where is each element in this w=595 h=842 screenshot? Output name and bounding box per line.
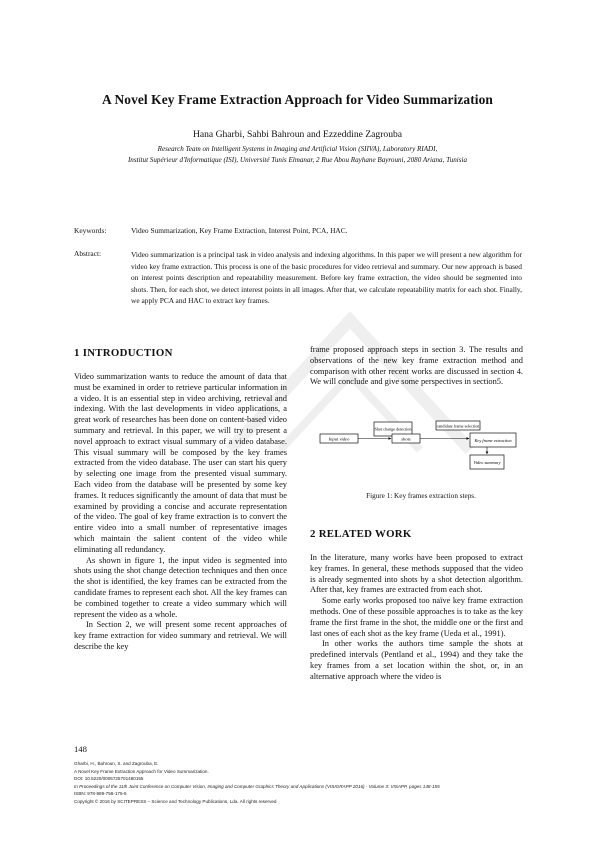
candidate-frame-label: candidate frame selection	[436, 423, 480, 429]
input-video-label: Input video	[328, 436, 350, 442]
right-column-top	[310, 345, 523, 388]
paper-title: A Novel Key Frame Extraction Approach for Video Summarization	[102, 92, 493, 107]
shot-detection-label: Shot change detection	[374, 426, 412, 432]
intro-paragraph-2: As shown in figure 1, the input video is segmented into shots using the shot change detection techniques and then once the shot is identified, the key frames can be extracted from the candidate frames to represent each shot. All the key frames can be combined together to create a video summary which will represent the video as a whole.	[74, 555, 287, 619]
footer-line: Copyright © 2016 by SCITEPRESS – Science and Technology Publications, Lda. All rights reserved	[74, 798, 277, 804]
section-1-heading: 1 INTRODUCTION	[74, 347, 173, 359]
video-summary-label: Video summary	[473, 460, 501, 465]
footer-line: Gharbi, H., Bahroun, S. and Zagrouba, E.	[74, 761, 159, 766]
key-frame-label: Key frame extraction	[474, 438, 512, 443]
related-paragraph-3: In other works the authors time sample the shots at predefined intervals (Pentland et al., 1994) and they take the key frames from a set location within the shot, or, in an alternative approach where the video is	[310, 639, 523, 681]
intro-paragraph-3: In Section 2, we will present some recent approaches of key frame extraction for video summary and retrieval. We will describe the key	[74, 620, 287, 651]
related-paragraph-2: Some early works proposed too naïve key frame extraction methods. One of these possible approaches is to take as the key frame the first frame in the shot, the middle one or the first and last ones of each shot as the key frame (Ueda et al., 1991).	[310, 596, 523, 638]
footer-line: A Novel Key Frame Extraction Approach for Video Summarization.	[74, 768, 209, 774]
keywords-label: Keywords:	[74, 226, 107, 235]
abstract-text: Video summarization is a principal task in video analysis and indexing algorithms. In this paper we will present a new algorithm for video key frame extraction. This process is one of the basic procedures for video retrieval and summary. Our new approach is based on interest points description and repeatability measurement. Before key frame extraction, the video should be segmented into shots. Then, for each shot, we detect interest points in all images. After that, we calculate repeatability matrix for each shot. Finally, we apply PCA and HAC to extract key frames.	[131, 250, 522, 306]
page-number: 148	[74, 744, 87, 754]
footer-line: In Proceedings of the 11th Joint Conference on Computer Vision, Imaging and Computer Graphics Theory and Applications (VISIGRAPP 2016) - Volume 3: VISAPP, pages 148-155	[74, 783, 440, 789]
related-paragraph-1: In the literature, many works have been proposed to extract key frames. In general, these methods supposed that the video is already segmented into shots by a shot detection algorithm. After that, key frames are extracted from each shot.	[310, 553, 523, 595]
figure-1-diagram	[318, 418, 524, 476]
intro-paragraph-4: frame proposed approach steps in section 3. The results and observations of the new key frame extraction method and comparison with other recent works are discussed in section 4. We will conclude and give some perspectives in section5.	[310, 345, 523, 387]
author-list: Hana Gharbi, Sahbi Bahroun and Ezzeddine Zagrouba	[192, 129, 403, 140]
affiliation-line-1: Research Team on Intelligent Systems in Imaging and Artificial Vision (SIIVA), Laboratory RIADI,	[157, 145, 438, 153]
section-2-heading: 2 RELATED WORK	[310, 528, 412, 540]
footer-line: DOI: 10.5220/0005725701480155	[74, 776, 144, 782]
intro-paragraph-1: Video summarization wants to reduce the amount of data that must be examined in order to retrieve particular information in a video. It is an essential step in video archiving, retrieval and indexing. With the last developments in video applications, a great work of researches has been done on content-based video summary and retrieval. In this paper, we will try to present a novel approach to extract visual summary of a video database. This visual summary will be composed by the key frames extracted from the video database. The user can start his query by selecting one image from the presented visual summary. Each video from the database will be presented by some key frames. It reduces significantly the amount of data that must be examined by providing a concise and accurate representation of the video. The goal of key frame extraction is to convert the entire video into a small number of representative images which maintain the salient content of the video while eliminating all redundancy.	[74, 372, 287, 554]
keywords-text: Video Summarization, Key Frame Extraction, Interest Point, PCA, HAC.	[131, 226, 348, 235]
figure-1-caption: Figure 1: Key frames extraction steps.	[366, 492, 476, 500]
footer-line: ISBN: 978-989-758-175-5	[74, 791, 127, 797]
citation-footer	[74, 760, 440, 806]
right-column-bottom	[310, 553, 523, 683]
abstract-label: Abstract:	[74, 249, 102, 258]
affiliation-line-2: Institut Supérieur d'Informatique (ISI), Université Tunis Elmanar, 2 Rue Abou Rayhane Bayrouni, 2080 Ariana, Tunisia	[127, 156, 468, 164]
shots-label: shots	[401, 436, 411, 442]
left-column	[74, 372, 287, 653]
